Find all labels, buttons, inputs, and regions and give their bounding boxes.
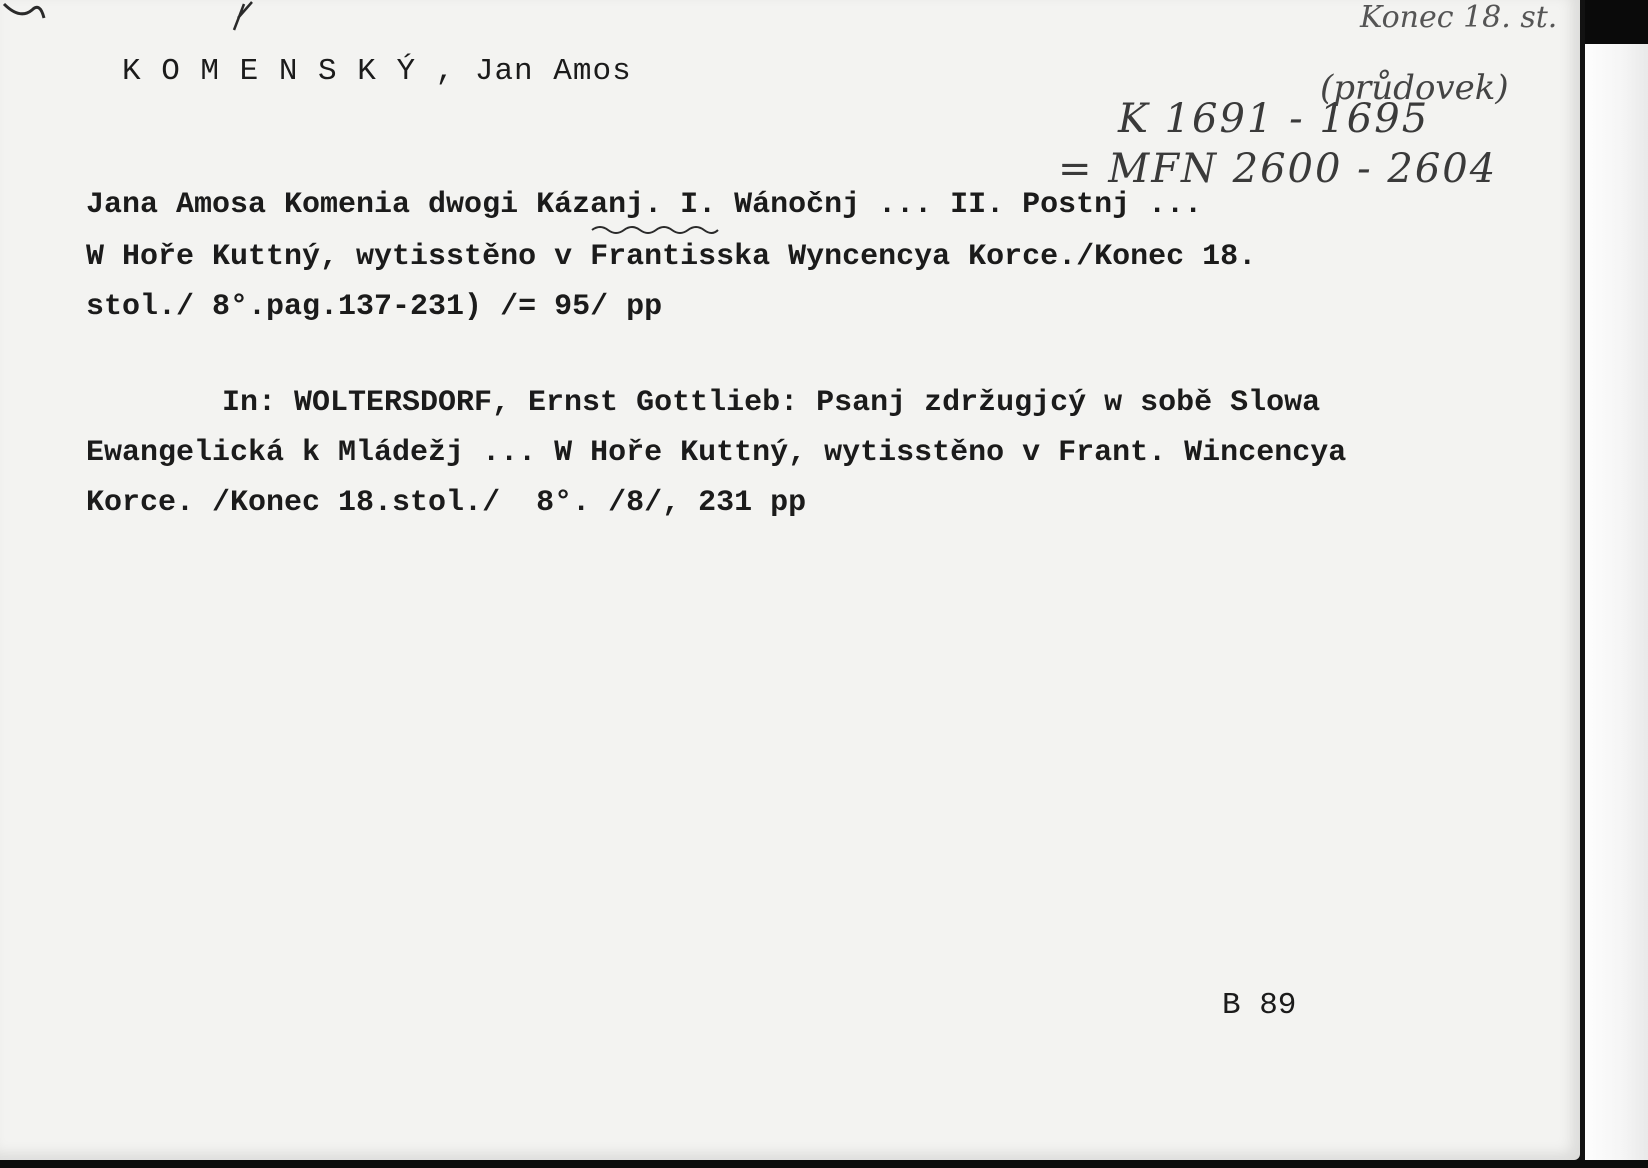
citation-line-2: W Hoře Kuttný, wytisstěno v Frantisska Wyncencya Korce./Konec 18. (86, 240, 1257, 274)
corner-scribble-mark (0, 0, 300, 60)
citation-line-5: Ewangelická k Mládežj ... W Hoře Kuttný, wytisstěno v Frant. Wincencya (86, 436, 1347, 470)
handwritten-mfn-range: = MFN 2600 - 2604 (1058, 146, 1498, 192)
handwritten-paren-note: (průdovek) (1320, 68, 1509, 108)
scan-edge-dark (1585, 0, 1648, 44)
citation-line-4: In: WOLTERSDORF, Ernst Gottlieb: Psanj zdržugjcý w sobě Slowa (222, 386, 1321, 420)
handwritten-date-note: Konec 18. st. (1360, 0, 1558, 35)
citation-line-1: Jana Amosa Komenia dwogi Kázanj. I. Wánočnj ... II. Postnj ... (86, 188, 1203, 222)
citation-line-6: Korce. /Konec 18.stol./ 8°. /8/, 231 pp (86, 486, 807, 520)
handwritten-call-number: K 1691 - 1695 (1118, 96, 1430, 142)
shelf-mark: B 89 (1222, 988, 1297, 1023)
card-heading-author: K O M E N S K Ý , Jan Amos (122, 54, 632, 89)
scan-edge-light (1585, 44, 1648, 1168)
scan-edge-bottom (0, 1160, 1648, 1168)
wavy-underline-mark (590, 222, 720, 236)
citation-line-3: stol./ 8°.pag.137-231) /= 95/ pp (86, 290, 663, 324)
